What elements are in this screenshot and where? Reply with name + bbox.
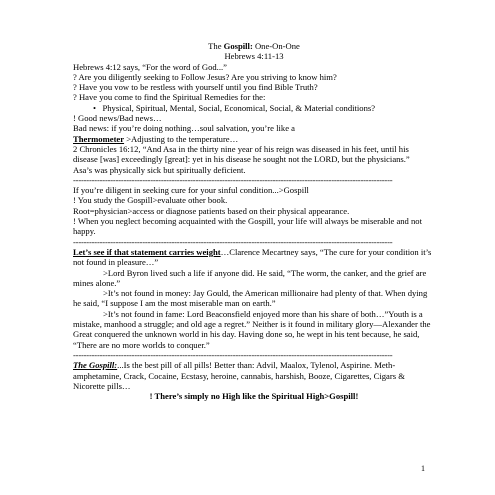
text-paragraph: Root=physician>access or diagnose patients based on their physical appearance. xyxy=(73,205,350,216)
text-paragraph: ! When you neglect becoming acquainted with the Gospill, your life will always be miserable and not happy. xyxy=(73,216,422,237)
text-line: Asa’s was physically sick but spiritually deficient. xyxy=(73,164,246,175)
text-line: If you’re diligent in seeking cure for your sinful condition...>Gospill xyxy=(73,185,309,196)
text-line: ? Have you vow to be restless with yourself until you find Bible Truth? xyxy=(73,82,318,93)
text-paragraph: The Gospill:...Is the best pill of all pills! Better than: Advil, Maalox, Tylenol, Aspirine. Meth-amphetamine, Crack, Cocaine, Ecstasy, heroine, cannabis, harshish, Booze, Cigarettes, Cigars & Nicorette pills… xyxy=(73,360,405,391)
text-line: Thermometer >Adjusting to the temperature… xyxy=(73,133,239,144)
text-line: ! Good news/Bad news… xyxy=(73,113,162,124)
scripture-reference: Hebrews 4:11-13 xyxy=(224,51,284,62)
text-paragraph: >It’s not found in fame: Lord Beaconsfield enjoyed more than his share of both…”Youth is a mistake, manhood a struggle; and old age a regret.” Neither is it found in military glory—Alexander the Great conquered the unknown world in his day. Having done so, he wept in his tent because, he said, “There are no more worlds to conquer.” xyxy=(73,308,431,350)
text-paragraph: Let’s see if that statement carries weight…Clarence Mecartney says, “The cure for your condition it’s not found in pleasure…” xyxy=(73,246,432,268)
text-paragraph: >Lord Byron lived such a life if anyone did. He said, “The worm, the canker, and the grief are mines alone.” xyxy=(73,267,427,288)
text-paragraph: >It’s not found in money: Jay Gould, the American millionaire had plenty of that. When dying he said, “I suppose I am the most miserable man on earth.” xyxy=(73,288,428,309)
text-line: ! You study the Gospill>evaluate other book. xyxy=(73,195,228,206)
page-number: 1 xyxy=(421,463,425,473)
text-line: Bad news: if you’re doing nothing…soul salvation, you’re like a xyxy=(73,123,295,134)
divider: ------------------------------------------------------------------------------------------------------------------------ xyxy=(73,174,393,185)
text-line: ? Have you come to find the Spiritual Remedies for the: xyxy=(73,92,266,103)
text-paragraph: 2 Chronicles 16:12, “And Asa in the thirty nine year of his reign was diseased in his feet, until his disease [was] exceedingly [great]: yet in his disease he sought not the LORD, but the physicians.” xyxy=(73,143,410,165)
closing-line: ! There’s simply no High like the Spiritual High>Gospill! xyxy=(149,391,359,402)
text-line: ? Are you diligently seeking to Follow Jesus? Are you striving to know him? xyxy=(73,71,337,82)
divider: ------------------------------------------------------------------------------------------------------------------------ xyxy=(73,349,393,360)
text-line: Hebrews 4:12 says, “For the word of God...” xyxy=(73,61,227,72)
bullet-item: • Physical, Spiritual, Mental, Social, Economical, Social, & Material conditions? xyxy=(93,102,376,113)
divider: ------------------------------------------------------------------------------------------------------------------------ xyxy=(73,236,393,247)
document-title: The Gospill: One-On-One xyxy=(208,41,300,51)
